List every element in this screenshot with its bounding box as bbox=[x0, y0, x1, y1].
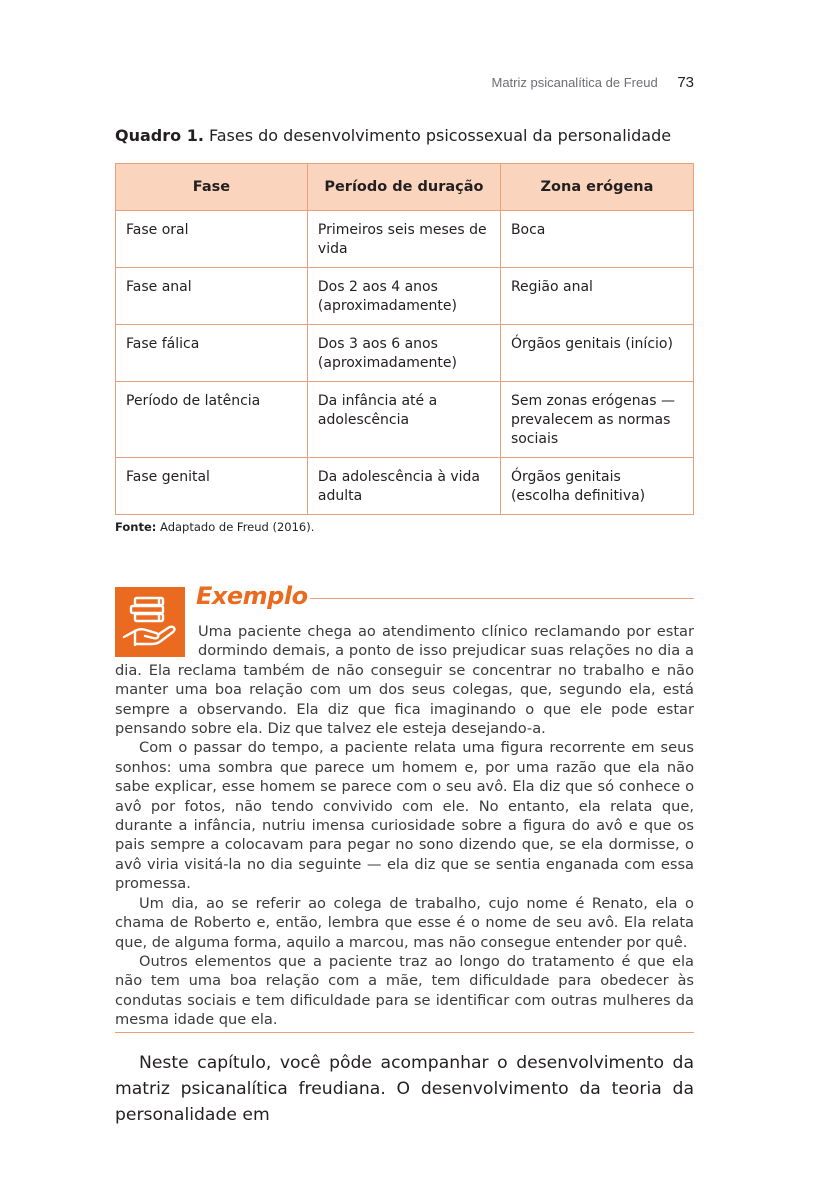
table-row bbox=[116, 382, 694, 458]
table-cell: Fase anal bbox=[116, 268, 308, 325]
header-cell-zona: Zona erógena bbox=[500, 164, 693, 211]
table-source bbox=[115, 520, 314, 534]
table-cell: Fase oral bbox=[116, 211, 308, 268]
running-head bbox=[492, 74, 695, 91]
table-cell: Fase genital bbox=[116, 458, 308, 515]
example-paragraph: Outros elementos que a paciente traz ao longo do tratamento é que ela não tem uma boa relação com a mãe, tem dificuldade para obedecer às condutas sociais e tem dificuldade para se identificar com outras mulheres da mesma idade que ela. bbox=[115, 952, 694, 1029]
header-cell-periodo: Período de duração bbox=[307, 164, 500, 211]
table-cell: Da adolescência à vida adulta bbox=[307, 458, 500, 515]
table-row bbox=[116, 268, 694, 325]
table-cell: Região anal bbox=[500, 268, 693, 325]
table-cell: Dos 2 aos 4 anos (aproximadamente) bbox=[307, 268, 500, 325]
table-row bbox=[116, 458, 694, 515]
example-paragraph: Uma paciente chega ao atendimento clínico reclamando por estar dormindo demais, a ponto de isso prejudicar suas relações no dia a dia. Ela reclama também de não conseguir se concentrar no trabalho e não manter uma boa relação com um dos seus colegas, que, segundo ela, está sempre a observando. Ela diz que fica imaginando o que ele pode estar pensando sobre ela. Diz que talvez ele esteja desejando-a. bbox=[115, 623, 694, 738]
table-cell: Período de latência bbox=[116, 382, 308, 458]
example-body bbox=[115, 622, 694, 1030]
table-cell: Sem zonas erógenas — prevalecem as normas sociais bbox=[500, 382, 693, 458]
phases-table bbox=[115, 163, 694, 515]
table-cell: Da infância até a adolescência bbox=[307, 382, 500, 458]
example-paragraph: Um dia, ao se referir ao colega de trabalho, cujo nome é Renato, ela o chama de Roberto e, então, lembra que esse é o nome de seu avô. Ela relata que, de alguma forma, aquilo a marcou, mas não consegue entender por quê. bbox=[115, 894, 694, 951]
table-caption-title: Fases do desenvolvimento psicossexual da personalidade bbox=[209, 126, 672, 145]
page-number: 73 bbox=[677, 74, 694, 91]
table-header-row bbox=[116, 164, 694, 211]
table-cell: Boca bbox=[500, 211, 693, 268]
body-paragraph: Neste capítulo, você pôde acompanhar o desenvolvimento da matriz psicanalítica freudiana. O desenvolvimento da teoria da personalidade em bbox=[115, 1053, 694, 1125]
header-cell-fase: Fase bbox=[116, 164, 308, 211]
table-cell: Fase fálica bbox=[116, 325, 308, 382]
table-row bbox=[116, 211, 694, 268]
table-cell: Órgãos genitais (início) bbox=[500, 325, 693, 382]
source-text: Adaptado de Freud (2016). bbox=[160, 520, 315, 534]
body-text bbox=[115, 1050, 694, 1128]
running-head-title: Matriz psicanalítica de Freud bbox=[491, 75, 658, 90]
table-caption-label: Quadro 1. bbox=[115, 126, 204, 145]
table-row bbox=[116, 325, 694, 382]
example-title: Exemplo bbox=[196, 582, 308, 610]
example-paragraph: Com o passar do tempo, a paciente relata uma figura recorrente em seus sonhos: uma sombra que parece um homem e, por uma razão que ela não sabe explicar, esse homem se parece com o seu avô. Ela diz que só conhece o avô por fotos, não tendo convivido com ele. No entanto, ela relata que, durante a infância, nutriu imensa curiosidade sobre a figura do avô e que os pais sempre a colocavam para pegar no sono dizendo que, se ela dormisse, o avô viria visitá-la no dia seguinte — ela diz que se sentia enganada com essa promessa. bbox=[115, 739, 694, 893]
example-bottom-rule bbox=[115, 1032, 694, 1033]
source-label: Fonte: bbox=[115, 520, 157, 534]
table-caption bbox=[115, 126, 715, 145]
table-cell: Primeiros seis meses de vida bbox=[307, 211, 500, 268]
table-cell: Dos 3 aos 6 anos (aproximadamente) bbox=[307, 325, 500, 382]
example-title-rule bbox=[310, 598, 694, 599]
icon-wrap-spacer bbox=[115, 622, 198, 660]
table-cell: Órgãos genitais (escolha definitiva) bbox=[500, 458, 693, 515]
